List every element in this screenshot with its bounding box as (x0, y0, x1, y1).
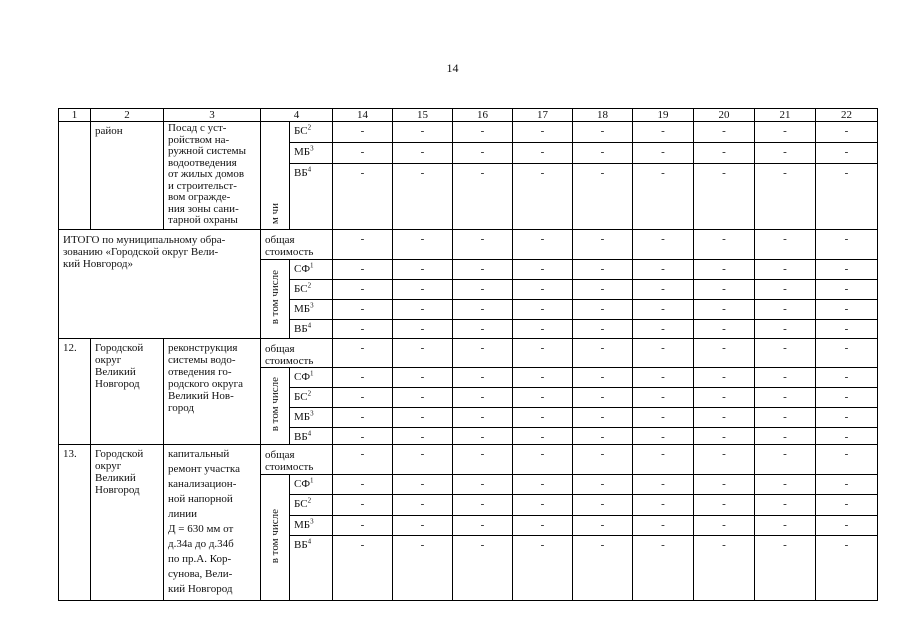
sub-group-text: в том числе (269, 377, 281, 432)
value-cell: - (513, 260, 573, 280)
funding-source-name: МБ (294, 411, 311, 423)
value-cell: - (453, 230, 513, 260)
value-cell: - (453, 408, 513, 428)
funding-source-name: БС (294, 283, 308, 295)
value-cell: - (573, 143, 633, 164)
value-cell: - (694, 143, 755, 164)
value-cell: - (755, 536, 816, 601)
value-cell: - (816, 230, 878, 260)
value-cell: - (573, 428, 633, 445)
funding-source-note: 4 (307, 537, 312, 546)
value-cell: - (633, 280, 694, 300)
header-cell: 19 (633, 109, 694, 122)
value-cell: - (333, 164, 393, 230)
value-cell: - (816, 495, 878, 516)
funding-source-name: СФ (294, 263, 311, 275)
funding-row (59, 122, 878, 143)
object-cell: реконструкция системы водо- отведения го- родского округа Великий Нов- город (164, 339, 261, 445)
funding-source-name: МБ (294, 519, 311, 531)
value-cell: - (393, 230, 453, 260)
value-cell: - (694, 122, 755, 143)
value-cell: - (453, 516, 513, 536)
funding-source-label (290, 536, 333, 601)
value-cell: - (513, 339, 573, 368)
value-cell: - (694, 388, 755, 408)
value-cell: - (755, 320, 816, 339)
value-cell: - (393, 536, 453, 601)
value-cell: - (453, 339, 513, 368)
header-cell: 16 (453, 109, 513, 122)
value-cell: - (694, 428, 755, 445)
funding-source-label (290, 368, 333, 388)
value-cell: - (453, 445, 513, 475)
header-cell: 4 (261, 109, 333, 122)
funding-source-label (290, 300, 333, 320)
value-cell: - (694, 368, 755, 388)
value-cell: - (573, 260, 633, 280)
funding-source-note: 2 (307, 123, 312, 132)
value-cell: - (513, 368, 573, 388)
row-number: 13. (59, 445, 91, 601)
value-cell: - (393, 143, 453, 164)
value-cell: - (816, 280, 878, 300)
value-cell: - (816, 408, 878, 428)
value-cell: - (513, 445, 573, 475)
value-cell: - (393, 445, 453, 475)
funding-source-label (290, 164, 333, 230)
header-cell: 17 (513, 109, 573, 122)
sub-group-label (261, 368, 290, 445)
funding-source-note: 1 (310, 476, 314, 485)
value-cell: - (333, 368, 393, 388)
value-cell: - (633, 143, 694, 164)
value-cell: - (393, 428, 453, 445)
value-cell: - (453, 164, 513, 230)
value-cell: - (816, 536, 878, 601)
funding-source-name: ВБ (294, 323, 308, 335)
value-cell: - (755, 339, 816, 368)
value-cell: - (513, 428, 573, 445)
value-cell: - (333, 536, 393, 601)
value-cell: - (816, 428, 878, 445)
value-cell: - (573, 230, 633, 260)
value-cell: - (453, 368, 513, 388)
value-cell: - (393, 408, 453, 428)
funding-source-name: БС (294, 498, 308, 510)
value-cell: - (513, 230, 573, 260)
location-cell: Городской округ Великий Новгород (91, 445, 164, 601)
value-cell: - (816, 516, 878, 536)
header-cell: 14 (333, 109, 393, 122)
value-cell: - (513, 495, 573, 516)
funding-source-note: 3 (310, 517, 314, 526)
value-cell: - (453, 280, 513, 300)
value-cell: - (333, 516, 393, 536)
value-cell: - (633, 164, 694, 230)
value-cell: - (333, 260, 393, 280)
value-cell: - (573, 280, 633, 300)
sub-group-label (261, 122, 290, 230)
value-cell: - (694, 260, 755, 280)
value-cell: - (393, 475, 453, 495)
value-cell: - (633, 445, 694, 475)
header-cell: 22 (816, 109, 878, 122)
funding-source-note: 4 (307, 165, 312, 174)
value-cell: - (513, 516, 573, 536)
funding-source-note: 4 (307, 429, 312, 438)
value-cell: - (755, 408, 816, 428)
value-cell: - (633, 300, 694, 320)
funding-source-label (290, 280, 333, 300)
value-cell: - (513, 388, 573, 408)
funding-source-note: 2 (307, 389, 312, 398)
value-cell: - (393, 516, 453, 536)
funding-source-label (290, 143, 333, 164)
value-cell: - (333, 388, 393, 408)
value-cell: - (333, 339, 393, 368)
value-cell: - (333, 445, 393, 475)
value-cell: - (633, 388, 694, 408)
value-cell: - (393, 260, 453, 280)
funding-source-name: СФ (294, 478, 311, 490)
funding-source-name: ВБ (294, 167, 308, 179)
value-cell: - (755, 230, 816, 260)
value-cell: - (573, 339, 633, 368)
value-cell: - (633, 516, 694, 536)
value-cell: - (633, 536, 694, 601)
value-cell: - (694, 164, 755, 230)
funding-source-label (290, 122, 333, 143)
funding-source-label (290, 428, 333, 445)
value-cell: - (573, 300, 633, 320)
value-cell: - (393, 368, 453, 388)
value-cell: - (633, 339, 694, 368)
value-cell: - (755, 445, 816, 475)
total-cost-label: общая стоимость (261, 445, 333, 475)
value-cell: - (633, 122, 694, 143)
value-cell: - (694, 408, 755, 428)
value-cell: - (755, 388, 816, 408)
value-cell: - (513, 280, 573, 300)
funding-source-label (290, 260, 333, 280)
value-cell: - (694, 280, 755, 300)
funding-source-label (290, 320, 333, 339)
sub-group-text: в том числе (269, 508, 281, 564)
value-cell: - (816, 164, 878, 230)
funding-source-label (290, 516, 333, 536)
value-cell: - (755, 300, 816, 320)
funding-source-note: 3 (310, 144, 314, 153)
sub-group-label (261, 475, 290, 601)
location-cell: Городской округ Великий Новгород (91, 339, 164, 445)
value-cell: - (393, 122, 453, 143)
itogo-title: ИТОГО по муниципальному обра- зованию «Городской округ Вели- кий Новгород» (59, 230, 261, 339)
value-cell: - (453, 300, 513, 320)
value-cell: - (816, 388, 878, 408)
value-cell: - (453, 428, 513, 445)
funding-source-name: БС (294, 125, 308, 137)
value-cell: - (333, 475, 393, 495)
value-cell: - (694, 495, 755, 516)
value-cell: - (816, 368, 878, 388)
value-cell: - (333, 408, 393, 428)
value-cell: - (513, 164, 573, 230)
value-cell: - (573, 388, 633, 408)
funding-source-note: 1 (310, 369, 314, 378)
funding-source-note: 3 (310, 301, 314, 310)
sub-group-text: м чи (269, 202, 281, 224)
funding-source-note: 2 (307, 281, 312, 290)
value-cell: - (755, 428, 816, 445)
header-cell: 15 (393, 109, 453, 122)
value-cell: - (816, 143, 878, 164)
header-cell: 18 (573, 109, 633, 122)
value-cell: - (333, 300, 393, 320)
value-cell: - (694, 300, 755, 320)
sub-group-text: в том числе (269, 270, 281, 325)
value-cell: - (755, 164, 816, 230)
value-cell: - (513, 300, 573, 320)
value-cell: - (393, 280, 453, 300)
value-cell: - (333, 143, 393, 164)
row-number (59, 122, 91, 230)
value-cell: - (755, 495, 816, 516)
location-cell: район (91, 122, 164, 230)
value-cell: - (513, 143, 573, 164)
header-cell: 3 (164, 109, 261, 122)
value-cell: - (393, 320, 453, 339)
value-cell: - (453, 260, 513, 280)
row-number: 12. (59, 339, 91, 445)
table-body (59, 109, 878, 601)
value-cell: - (816, 339, 878, 368)
header-cell: 20 (694, 109, 755, 122)
funding-source-label (290, 388, 333, 408)
funding-source-note: 1 (310, 261, 314, 270)
value-cell: - (333, 428, 393, 445)
total-row (59, 230, 878, 260)
page-number: 14 (446, 61, 459, 75)
header-cell: 21 (755, 109, 816, 122)
value-cell: - (573, 368, 633, 388)
total-cost-label: общая стоимость (261, 339, 333, 368)
value-cell: - (573, 516, 633, 536)
value-cell: - (393, 339, 453, 368)
funding-source-name: СФ (294, 371, 311, 383)
value-cell: - (816, 122, 878, 143)
value-cell: - (755, 516, 816, 536)
value-cell: - (333, 230, 393, 260)
value-cell: - (816, 320, 878, 339)
value-cell: - (453, 320, 513, 339)
value-cell: - (513, 122, 573, 143)
value-cell: - (393, 388, 453, 408)
value-cell: - (393, 300, 453, 320)
value-cell: - (633, 408, 694, 428)
financing-table (58, 108, 878, 601)
sub-group-label (261, 260, 290, 339)
value-cell: - (633, 475, 694, 495)
value-cell: - (633, 495, 694, 516)
value-cell: - (453, 143, 513, 164)
value-cell: - (573, 408, 633, 428)
value-cell: - (393, 495, 453, 516)
header-cell: 1 (59, 109, 91, 122)
funding-source-label (290, 408, 333, 428)
funding-source-label (290, 495, 333, 516)
value-cell: - (633, 260, 694, 280)
header-row (59, 109, 878, 122)
value-cell: - (453, 122, 513, 143)
object-cell: капитальный ремонт участка канализацион- ной напорной линии Д = 630 мм от д.34а до д.34б по пр.А. Кор- сунова, Вели- кий Новгород (164, 445, 261, 601)
value-cell: - (573, 164, 633, 230)
value-cell: - (755, 475, 816, 495)
value-cell: - (453, 495, 513, 516)
value-cell: - (755, 143, 816, 164)
value-cell: - (816, 260, 878, 280)
value-cell: - (573, 495, 633, 516)
total-row (59, 445, 878, 475)
funding-source-name: МБ (294, 303, 311, 315)
funding-source-name: МБ (294, 146, 311, 158)
funding-source-note: 4 (307, 321, 312, 330)
header-cell: 2 (91, 109, 164, 122)
value-cell: - (755, 260, 816, 280)
value-cell: - (333, 122, 393, 143)
value-cell: - (755, 280, 816, 300)
value-cell: - (573, 320, 633, 339)
funding-source-name: ВБ (294, 431, 308, 443)
value-cell: - (816, 300, 878, 320)
value-cell: - (393, 164, 453, 230)
value-cell: - (755, 368, 816, 388)
value-cell: - (453, 388, 513, 408)
value-cell: - (694, 320, 755, 339)
funding-source-note: 3 (310, 409, 314, 418)
value-cell: - (633, 230, 694, 260)
value-cell: - (694, 516, 755, 536)
funding-source-label (290, 475, 333, 495)
value-cell: - (453, 475, 513, 495)
value-cell: - (573, 536, 633, 601)
value-cell: - (573, 475, 633, 495)
value-cell: - (573, 445, 633, 475)
value-cell: - (513, 536, 573, 601)
value-cell: - (694, 536, 755, 601)
value-cell: - (513, 408, 573, 428)
value-cell: - (333, 495, 393, 516)
funding-source-note: 2 (307, 496, 312, 505)
value-cell: - (755, 122, 816, 143)
value-cell: - (694, 475, 755, 495)
value-cell: - (573, 122, 633, 143)
value-cell: - (694, 230, 755, 260)
value-cell: - (694, 339, 755, 368)
total-cost-label: общая стоимость (261, 230, 333, 260)
value-cell: - (694, 445, 755, 475)
value-cell: - (333, 320, 393, 339)
value-cell: - (513, 475, 573, 495)
value-cell: - (333, 280, 393, 300)
funding-source-name: ВБ (294, 539, 308, 551)
value-cell: - (633, 368, 694, 388)
object-cell: Посад с уст- ройством на- ружной системы водоотведения от жилых домов и строительст- вом огражде- ния зоны сани- тарной охраны (164, 122, 261, 230)
value-cell: - (633, 320, 694, 339)
total-row (59, 339, 878, 368)
value-cell: - (633, 428, 694, 445)
value-cell: - (453, 536, 513, 601)
value-cell: - (513, 320, 573, 339)
value-cell: - (816, 445, 878, 475)
funding-source-name: БС (294, 391, 308, 403)
value-cell: - (816, 475, 878, 495)
